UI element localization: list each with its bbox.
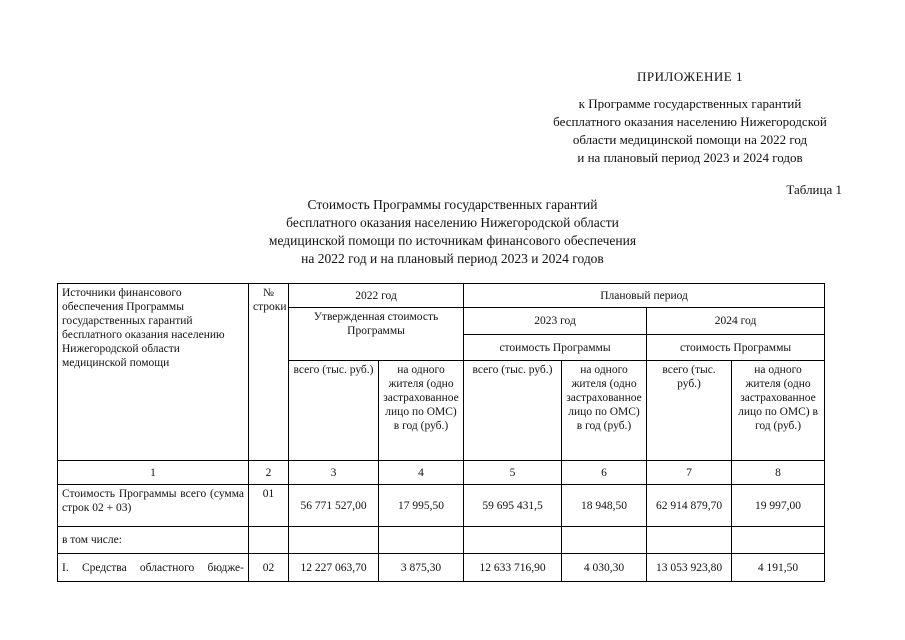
cell-value: 4 191,50 <box>732 554 825 582</box>
row-label: I. Средства областного бюдже- <box>58 554 249 582</box>
empty-cell <box>464 527 562 554</box>
header-2023: 2023 год <box>464 308 647 335</box>
header-plan-period: Плановый период <box>464 284 825 308</box>
empty-cell <box>379 527 464 554</box>
table-label: Таблица 1 <box>786 182 842 197</box>
table-row <box>58 554 825 582</box>
column-number: 3 <box>289 461 379 485</box>
cell-value: 4 030,30 <box>562 554 647 582</box>
header-per-capita-2024: на одного жителя (одно застрахованное лицо по ОМС) в год (руб.) <box>732 361 825 461</box>
header-program-cost-2023: стоимость Программы <box>464 335 647 361</box>
appendix-title: ПРИЛОЖЕНИЕ 1 <box>637 69 743 84</box>
cell-value: 12 633 716,90 <box>464 554 562 582</box>
cell-value: 18 948,50 <box>562 485 647 527</box>
title-line: медицинской помощи по источникам финансового обеспечения <box>268 233 637 248</box>
row-number: 02 <box>249 554 289 582</box>
column-number: 6 <box>562 461 647 485</box>
appendix-line: бесплатного оказания населению Нижегородской <box>553 114 827 129</box>
cell-value: 17 995,50 <box>379 485 464 527</box>
empty-cell <box>562 527 647 554</box>
cell-value: 56 771 527,00 <box>289 485 379 527</box>
empty-cell <box>289 527 379 554</box>
empty-cell <box>647 527 732 554</box>
column-number: 5 <box>464 461 562 485</box>
appendix-line: и на плановый период 2023 и 2024 годов <box>577 150 803 165</box>
column-number: 1 <box>58 461 249 485</box>
header-2024: 2024 год <box>647 308 825 335</box>
header-total-2024: всего (тыс. руб.) <box>647 361 732 461</box>
header-per-capita-2022: на одного жителя (одно застрахованное лицо по ОМС) в год (руб.) <box>379 361 464 461</box>
cell-value: 62 914 879,70 <box>647 485 732 527</box>
appendix-line: области медицинской помощи на 2022 год <box>572 132 808 147</box>
column-number: 4 <box>379 461 464 485</box>
funding-table <box>57 283 825 582</box>
document-title <box>200 196 705 268</box>
cell-value: 59 695 431,5 <box>464 485 562 527</box>
cell-value: 3 875,30 <box>379 554 464 582</box>
header-total-2023: всего (тыс. руб.) <box>464 361 562 461</box>
header-source: Источники финансового обеспечения Программы государственных гарантий бесплатного оказания населению Нижегородской области медицинской помощи <box>58 284 249 461</box>
column-number: 8 <box>732 461 825 485</box>
column-number-row <box>58 461 825 485</box>
column-number: 2 <box>249 461 289 485</box>
cell-value: 12 227 063,70 <box>289 554 379 582</box>
title-line: Стоимость Программы государственных гарантий <box>307 197 598 212</box>
row-label: в том числе: <box>58 527 249 554</box>
empty-cell <box>249 527 289 554</box>
appendix-line: к Программе государственных гарантий <box>578 96 802 111</box>
table-row <box>58 485 825 527</box>
header-total-2022: всего (тыс. руб.) <box>289 361 379 461</box>
header-per-capita-2023: на одного жителя (одно застрахованное лицо по ОМС) в год (руб.) <box>562 361 647 461</box>
cell-value: 19 997,00 <box>732 485 825 527</box>
title-line: на 2022 год и на плановый период 2023 и 2024 годов <box>301 251 604 266</box>
row-number: 01 <box>249 485 289 527</box>
cell-value: 13 053 923,80 <box>647 554 732 582</box>
table-row <box>58 527 825 554</box>
header-2022: 2022 год <box>289 284 464 308</box>
header-row-number: № строки <box>249 284 289 461</box>
appendix-subtitle <box>500 95 880 167</box>
header-approved-cost: Утвержденная стоимость Программы <box>289 308 464 361</box>
column-number: 7 <box>647 461 732 485</box>
row-label: Стоимость Программы всего (сумма строк 02 + 03) <box>58 485 249 527</box>
header-program-cost-2024: стоимость Программы <box>647 335 825 361</box>
title-line: бесплатного оказания населению Нижегородской области <box>286 215 619 230</box>
empty-cell <box>732 527 825 554</box>
